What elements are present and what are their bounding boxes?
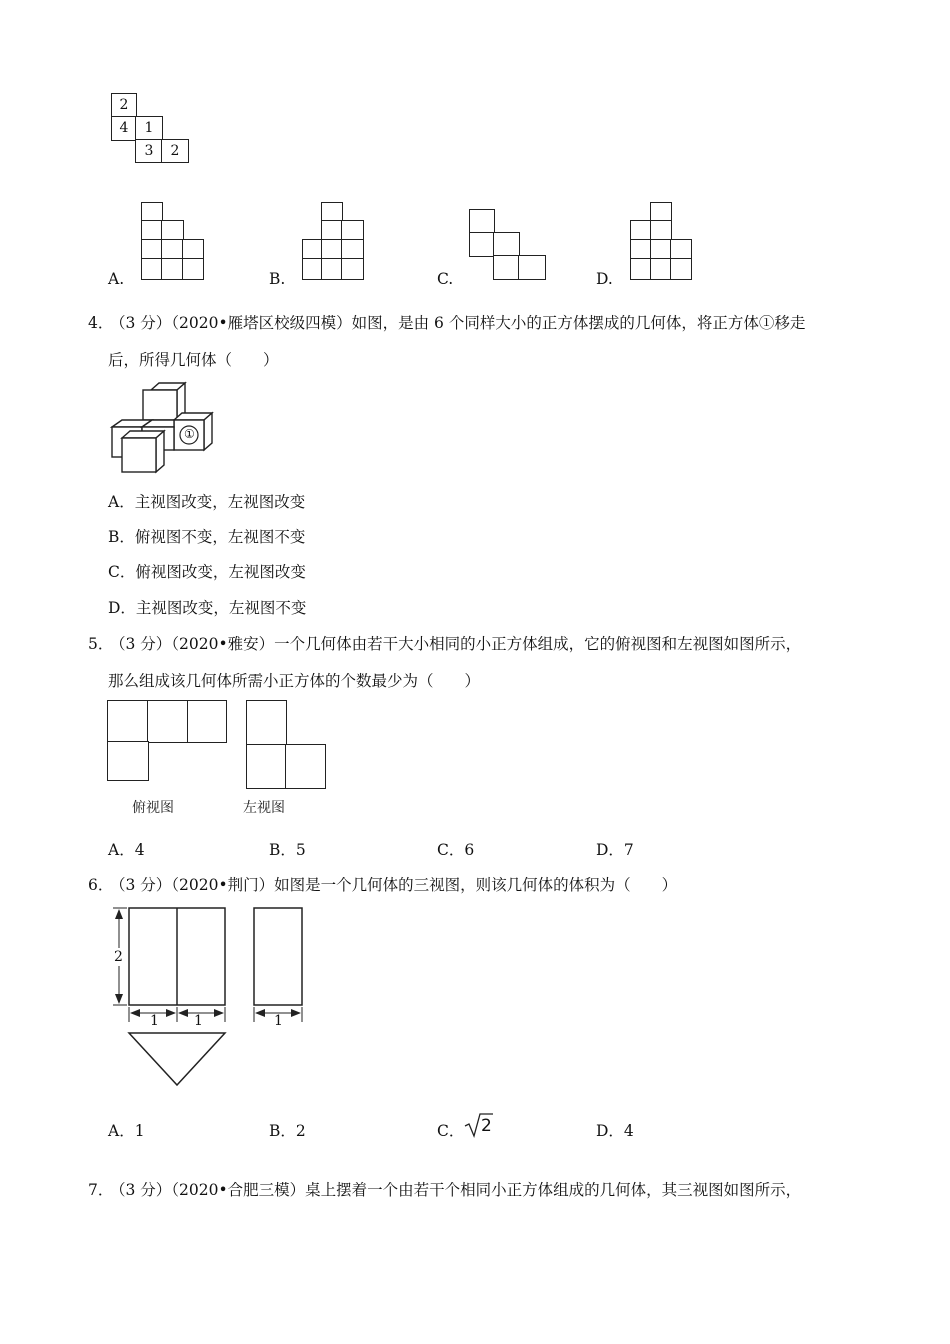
choice-b[interactable]: B．2 (269, 1122, 306, 1140)
cube-marker-label: ① (184, 427, 195, 441)
option-label: A. (108, 270, 125, 288)
net-cell: 4 (111, 116, 137, 141)
question-text: （3 分）（2020•合肥三模）桌上摆着一个由若干个相同小正方体组成的几何体，其三视图如图所示， (110, 1181, 802, 1199)
question-number: 6． (88, 876, 114, 894)
sqrt-radicand: 2 (481, 1116, 492, 1136)
net-cell: 1 (135, 116, 163, 141)
option-label: B. (269, 270, 286, 288)
question-text: 那么组成该几何体所需小正方体的个数最少为（ ） (108, 672, 481, 690)
question-text: （3 分）（2020•雁塔区校级四模）如图，是由 6 个同样大小的正方体摆成的几何体，将正方体①移走 (110, 314, 806, 332)
top-view-label: 俯视图 (132, 800, 174, 816)
question-number: 4． (88, 314, 114, 332)
question-number: 7． (88, 1181, 114, 1199)
net-cell: 3 (135, 139, 163, 163)
choice-a[interactable]: A．主视图改变，左视图改变 (108, 493, 306, 511)
q4-cube-figure (108, 380, 218, 475)
question-text: 后，所得几何体（ ） (108, 351, 279, 369)
choice-b[interactable]: B．俯视图不变，左视图不变 (108, 528, 306, 546)
net-cell: 2 (111, 93, 137, 118)
choice-b[interactable]: B．5 (269, 841, 306, 859)
choice-d[interactable]: D．主视图改变，左视图不变 (108, 599, 307, 617)
choice-d[interactable]: D．4 (596, 1122, 634, 1140)
left-view-label: 左视图 (243, 800, 285, 816)
dim-height: 2 (114, 949, 123, 965)
choice-d[interactable]: D．7 (596, 841, 634, 859)
three-view-figure (105, 900, 315, 1090)
dim-width-right: 1 (194, 1013, 203, 1029)
question-text: （3 分）（2020•雅安）一个几何体由若干大小相同的小正方体组成，它的俯视图和左视图如图所示， (110, 635, 802, 653)
choice-a[interactable]: A．4 (108, 841, 145, 859)
dim-width-left: 1 (150, 1013, 159, 1029)
dim-side: 1 (274, 1013, 283, 1029)
choice-c[interactable]: C．6 (437, 841, 475, 859)
question-number: 5． (88, 635, 114, 653)
net-cell: 2 (161, 139, 189, 163)
choice-c[interactable]: C．俯视图改变，左视图改变 (108, 563, 306, 581)
option-label: D. (596, 270, 613, 288)
choice-c-label: C． (437, 1122, 465, 1140)
question-text: （3 分）（2020•荆门）如图是一个几何体的三视图，则该几何体的体积为（ ） (110, 876, 678, 894)
option-label: C. (437, 270, 454, 288)
choice-a[interactable]: A．1 (108, 1122, 145, 1140)
